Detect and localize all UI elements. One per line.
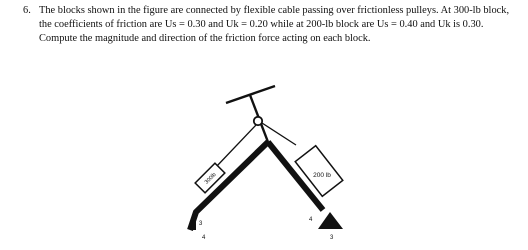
pulley — [254, 117, 262, 125]
right-slope-run: 3 — [330, 235, 334, 241]
problem-text: The blocks shown in the figure are connected by flexible cable passing over frictionless pulleys. At 300-lb block, the coefficients of friction are Us = 0.30 and Uk = 0.20 while at 200-lb block are Us = 0.40 and Uk is 0.30. Compute the magnitude and direction of the friction force acting on each block. — [39, 5, 510, 45]
problem-number: 6. — [23, 5, 31, 16]
block-200lb-label: 200 lb — [313, 172, 331, 179]
left-slope-run: 4 — [202, 235, 206, 241]
support-beam — [226, 86, 275, 103]
left-slope-rise: 3 — [199, 221, 203, 227]
right-slope-rise: 4 — [309, 217, 313, 223]
right-wedge — [318, 212, 343, 229]
block-300lb-label: 300lb — [203, 171, 218, 186]
